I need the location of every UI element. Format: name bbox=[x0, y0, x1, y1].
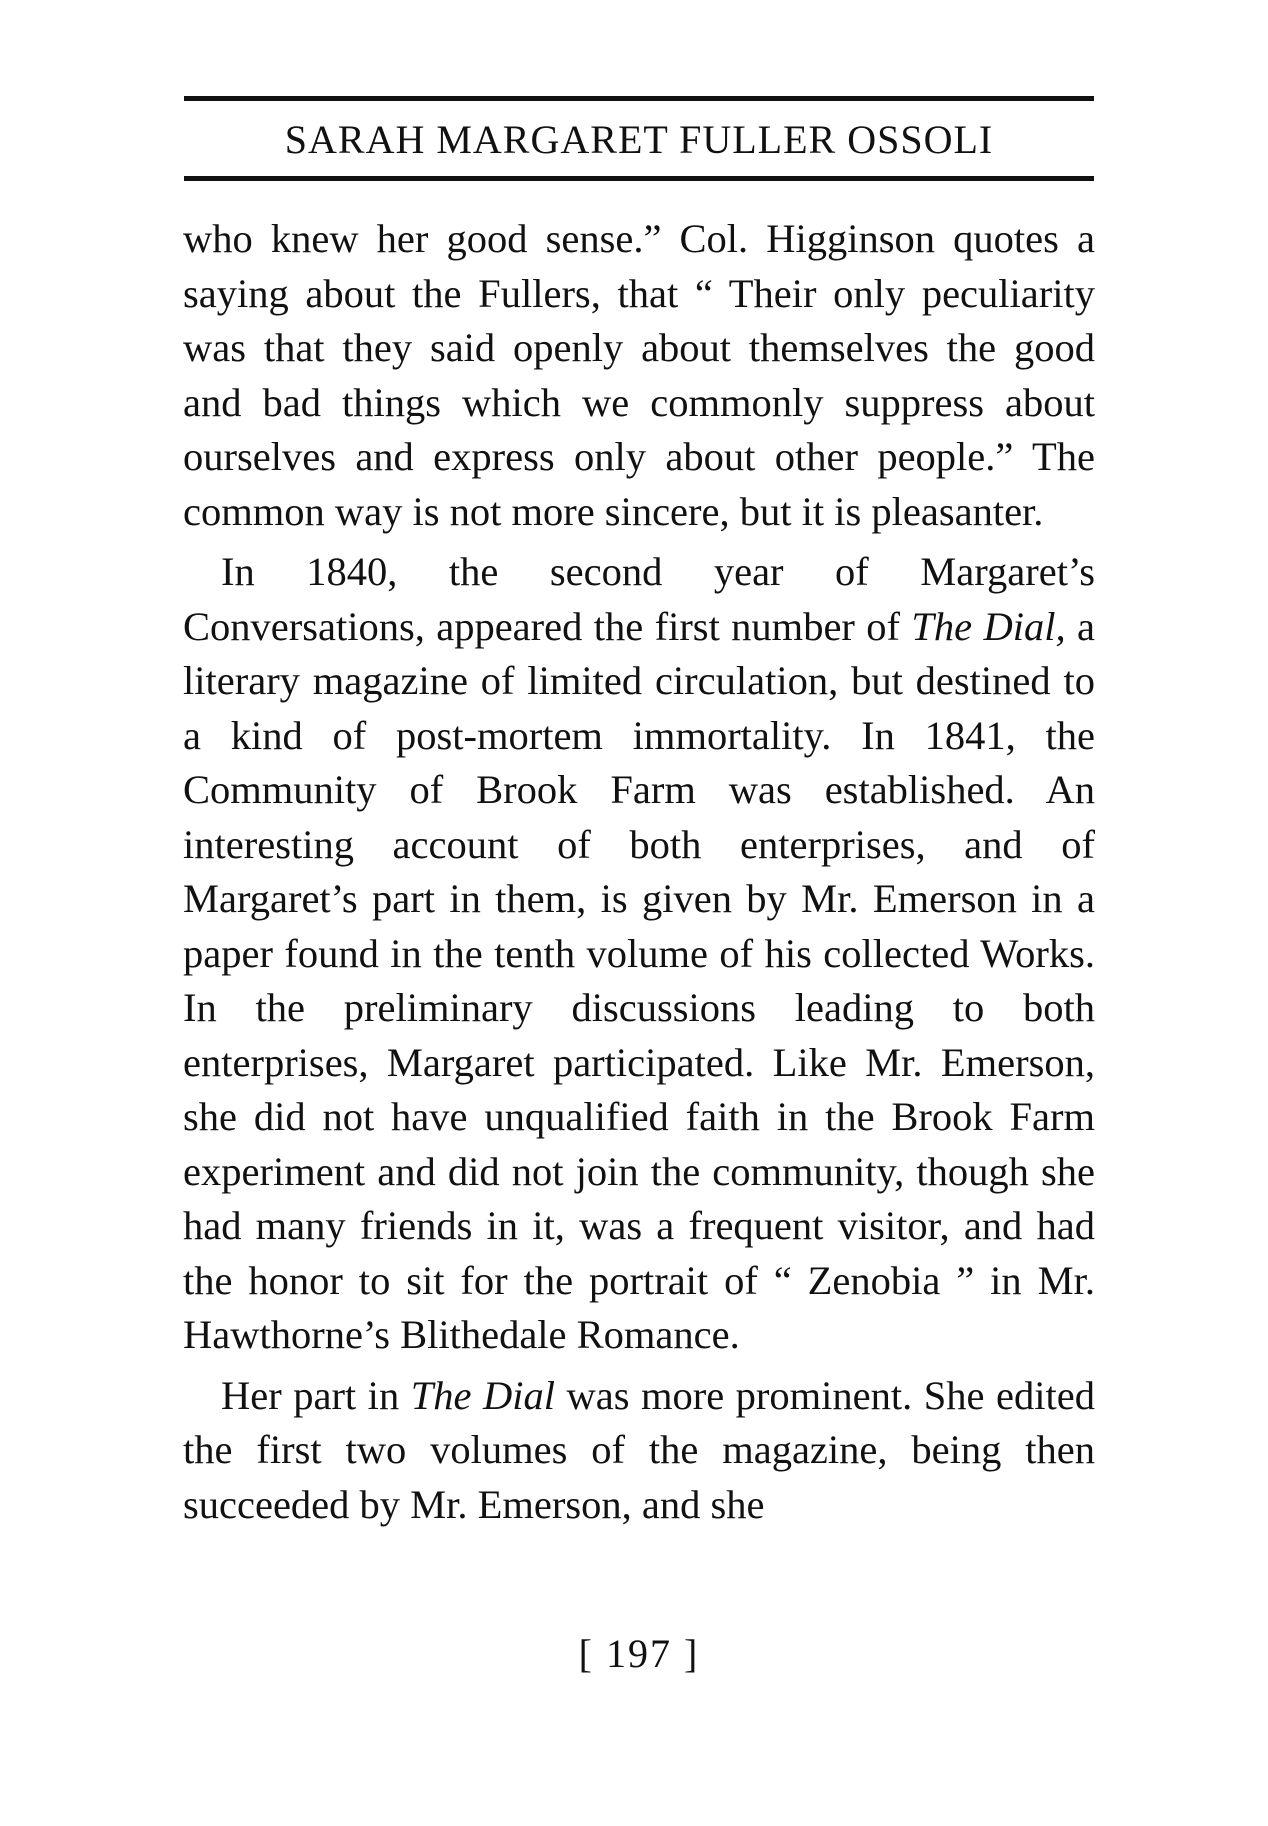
italic-title: The Dial, bbox=[911, 603, 1066, 649]
paragraph-dial-brook-farm bbox=[183, 545, 1095, 1363]
header-rule-top bbox=[184, 96, 1094, 101]
running-head: SARAH MARGARET FULLER OSSOLI bbox=[284, 117, 994, 162]
paragraph-continued: who knew her good sense.” Col. Higginson quotes a saying about the Fullers, that “ Their only peculiarity was that they said openly about themselves the good and bad things which we commonly suppress about ourselves and express only about other people.” The common way is not more sincere, but it is pleasanter. bbox=[183, 216, 1095, 534]
paragraph-text: a literary magazine of limited circulation, but destined to a kind of post-mortem immortality. In 1841, the Community of Brook Farm was established. An interesting account of both enterprises, and of Margaret’s part in them, is given by Mr. Emerson in a paper found in the tenth volume of his collected Works. In the preliminary discussions leading to both enterprises, Margaret participated. Like Mr. Emerson, she did not have unqualified faith in the Brook Farm experiment and did not join the community, though she had many friends in it, was a frequent visitor, and had the honor to sit for the portrait of “ Zenobia ” in Mr. Hawthorne’s Blithedale Romance. bbox=[183, 603, 1095, 1357]
body-text bbox=[183, 212, 1095, 1532]
paragraph-text: In 1840, the second year of Margaret’s Conversations, appeared the first number of bbox=[183, 549, 1095, 649]
italic-title: The Dial bbox=[410, 1372, 555, 1418]
paragraph-dial-part bbox=[183, 1369, 1095, 1533]
header-rule-bottom bbox=[184, 176, 1094, 181]
page-number: [ 197 ] bbox=[578, 1631, 700, 1676]
paragraph-text: was more prominent. She edited the first two volumes of the magazine, being then succeeded by Mr. Emerson, and she bbox=[183, 1372, 1095, 1527]
paragraph-text: Her part in bbox=[221, 1372, 411, 1418]
